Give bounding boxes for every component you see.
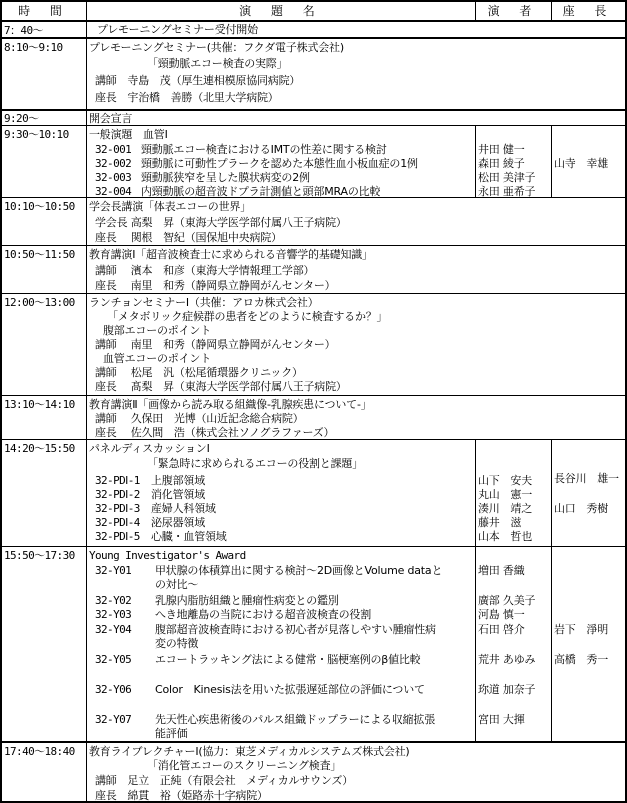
abstract-title: 腹部超音波検査時における初心者が見落しやすい腫瘤性病 [155, 623, 436, 636]
presenter-name: 井田 健一 [478, 143, 525, 156]
session-time: 7：40～ [4, 24, 43, 37]
abstract-title: 泌尿器領域 [151, 516, 205, 529]
presenter-name: 宮田 大揮 [478, 713, 525, 726]
abstract-title: 甲状腺の体積算出に関する検討～2D画像とVolume dataと [155, 564, 443, 577]
session-time: 8:10～9:10 [4, 41, 63, 54]
presenter-name: 湊川 靖之 [478, 502, 532, 515]
abstract-title-cont: 能評価 [155, 727, 188, 740]
table-row [2, 245, 625, 293]
session-time: 17:40～18:40 [4, 745, 75, 758]
presenter-name: 丸山 憲一 [478, 488, 532, 501]
presenter-name: 石田 啓介 [478, 623, 525, 636]
abstract-id: 32-Y02 [95, 594, 132, 607]
session-subtitle: 「メタボリック症候群の患者をどのように検査するか？」 [107, 310, 388, 323]
topic-line: 腹部エコーのポイント [103, 324, 211, 337]
abstract-title: 心臓・血管領域 [151, 530, 227, 543]
session-title: 教育講演Ⅰ「超音波検査士に求められる音響学的基礎知識」 [89, 248, 373, 261]
topic-line: 血管エコーのポイント [103, 352, 211, 365]
abstract-title: 頸動脈エコー検査におけるIMTの性差に関する検討 [141, 143, 387, 156]
abstract-title: 内頸動脈の超音波ドプラ計測値と頭部MRAの比較 [141, 185, 381, 198]
lecturer-line: 講師 足立 正純（有限会社 メディカルサウンズ） [95, 774, 353, 787]
abstract-id: 32-Y04 [95, 623, 132, 636]
abstract-id: 32-Y07 [95, 713, 132, 726]
chair-line: 座長 南里 和秀（静岡県立静岡がんセンター） [95, 279, 336, 292]
lecturer-line: 講師 松尾 汎（松尾循環器クリニック） [95, 366, 303, 379]
table-row [2, 546, 625, 741]
presenter-name: 永田 亜希子 [478, 185, 536, 198]
session-time: 10:10～10:50 [4, 200, 75, 213]
table-row [2, 439, 625, 546]
lecturer-line: 講師 南里 和秀（静岡県立静岡がんセンター） [95, 338, 336, 351]
header-chair: 座 長 [562, 4, 615, 18]
chair-line: 座長 関根 智紀（国保旭中央病院） [95, 231, 282, 244]
session-subtitle: 「頸動脈エコー検査の実際」 [147, 57, 288, 70]
chair-line: 座長 佐久間 浩（株式会社ソノグラファーズ） [95, 426, 335, 439]
abstract-id: 32-PDⅠ-1 [95, 474, 140, 487]
abstract-id: 32-PDⅠ-4 [95, 516, 140, 529]
presenter-name: 藤井 滋 [478, 516, 522, 529]
chair-name: 山寺 幸雄 [554, 157, 608, 170]
table-row [2, 395, 625, 439]
presenter-name: 森田 綾子 [478, 157, 525, 170]
abstract-title-cont: 変の特徴 [155, 637, 199, 650]
chair-name: 山口 秀樹 [554, 502, 608, 515]
speaker-line: 学会長 高梨 昇（東海大学医学部付属八王子病院） [95, 216, 347, 229]
chair-name: 長谷川 雄一 [554, 472, 619, 485]
abstract-id: 32-002 [95, 157, 132, 170]
table-row [2, 125, 625, 197]
abstract-id: 32-Y01 [95, 564, 132, 577]
abstract-title: 上腹部領域 [151, 474, 205, 487]
presenter-name: 廣部 久美子 [478, 594, 536, 607]
abstract-title: 消化管領域 [151, 488, 205, 501]
abstract-id: 32-Y05 [95, 653, 132, 666]
session-subtitle: 「緊急時に求められるエコーの役割と課題」 [147, 457, 363, 470]
presenter-name: 山本 哲也 [478, 530, 532, 543]
presenter-name: 荒井 あゆみ [478, 653, 536, 666]
session-title: パネルディスカッションⅠ [89, 442, 210, 455]
abstract-title: 頸動脈狭窄を呈した膜状病変の2例 [141, 171, 310, 184]
presenter-name: 河島 慎一 [478, 608, 525, 621]
abstract-id: 32-PDⅠ-5 [95, 530, 140, 543]
session-title: プレモーニングセミナー受付開始 [97, 23, 258, 36]
presenter-name: 増田 香織 [478, 564, 525, 577]
table-row [2, 741, 625, 801]
abstract-title: 産婦人科領域 [151, 502, 216, 515]
lecturer-line: 講師 濱本 和彦（東海大学情報理工学部） [95, 264, 315, 277]
abstract-id: 32-Y03 [95, 608, 132, 621]
session-title: 教育講演Ⅱ「画像から読み取る組織像-乳腺疾患について-」 [89, 398, 372, 411]
abstract-title: へき地離島の当院における超音波検査の役割 [155, 608, 371, 621]
header-presenter: 演 者 [487, 4, 540, 18]
presenter-name: 松田 美津子 [478, 171, 536, 184]
chair-line: 座長 宇治橋 善勝（北里大学病院） [95, 91, 279, 104]
abstract-id: 32-001 [95, 143, 132, 156]
session-time: 9:20～ [4, 112, 39, 125]
session-title: プレモーニングセミナー(共催：フクダ電子株式会社) [89, 41, 344, 54]
abstract-id: 32-PDⅠ-2 [95, 488, 140, 501]
session-time: 14:20～15:50 [4, 442, 75, 455]
presenter-name: 山下 安夫 [478, 474, 532, 487]
chair-name: 高橋 秀一 [554, 653, 608, 666]
session-time: 9:30～10:10 [4, 128, 69, 141]
table-row [2, 37, 625, 109]
chair-name: 岩下 淨明 [554, 623, 608, 636]
abstract-title: エコートラッキング法による健常・脳梗塞例のβ値比較 [155, 653, 421, 666]
session-title: Young Investigator's Award [89, 549, 246, 562]
session-title: ランチョンセミナーⅠ（共催：アロカ株式会社） [89, 296, 319, 309]
abstract-title: 頸動脈に可動性プラークを認めた本態性血小板血症の1例 [141, 157, 418, 170]
abstract-id: 32-PDⅠ-3 [95, 502, 140, 515]
table-row [2, 20, 625, 37]
table-row [2, 197, 625, 245]
lecturer-line: 講師 久保田 光博（山近記念総合病院） [95, 412, 304, 425]
table-row [2, 293, 625, 395]
lecturer-line: 講師 寺島 茂（厚生連相模原協同病院） [95, 74, 301, 87]
table-row [2, 109, 625, 125]
table-header [2, 2, 625, 20]
chair-line: 座長 綿貫 裕（姫路赤十字病院） [95, 789, 268, 802]
session-time: 13:10～14:10 [4, 398, 75, 411]
abstract-title-cont: の対比～ [155, 578, 199, 591]
session-title: 開会宣言 [89, 112, 133, 125]
session-subtitle: 「消化管エコーのスクリーニング検査」 [147, 759, 342, 772]
abstract-title: 先天性心疾患術後のパルス組織ドップラーによる収縮拡張 [155, 713, 436, 726]
session-title: 学会長講演「体表エコーの世界」 [89, 200, 251, 213]
header-time: 時 間 [18, 4, 70, 18]
abstract-title: Color Kinesis法を用いた拡張遅延部位の評価について [155, 683, 425, 696]
session-time: 15:50～17:30 [4, 549, 75, 562]
presenter-name: 珎道 加奈子 [478, 683, 536, 696]
session-title: 教育ライブレクチャーⅠ(協力：東芝メディカルシステムズ株式会社) [89, 745, 410, 758]
session-title: 一般演題 血管Ⅰ [89, 128, 168, 141]
abstract-title: 乳腺内脂肪組織と腫瘤性病変との鑑別 [155, 594, 339, 607]
header-title: 演 題 名 [239, 4, 323, 18]
abstract-id: 32-004 [95, 185, 132, 198]
session-time: 12:00～13:00 [4, 296, 75, 309]
abstract-id: 32-Y06 [95, 683, 132, 696]
chair-line: 座長 髙梨 昇（東海大学医学部付属八王子病院） [95, 380, 347, 393]
session-time: 10:50～11:50 [4, 248, 75, 261]
abstract-id: 32-003 [95, 171, 132, 184]
